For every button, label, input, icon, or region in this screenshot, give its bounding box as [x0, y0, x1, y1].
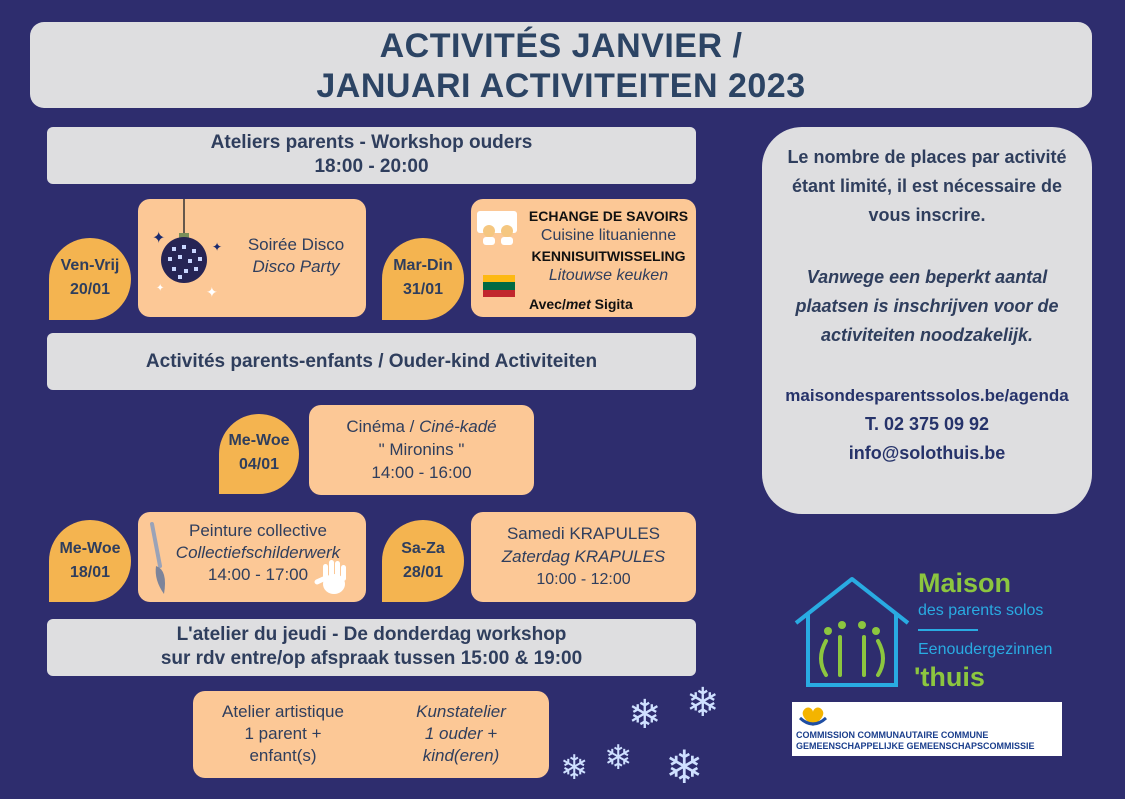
logo-maison: Maison: [918, 568, 1012, 598]
logo-parents-solos: des parents solos: [918, 602, 1044, 619]
date-label: Me-Woe: [228, 432, 290, 449]
date-badge-disco: [49, 238, 131, 320]
info-email[interactable]: info@solothuis.be: [848, 443, 1006, 463]
painting-title-nl: Collectiefschilderwerk: [175, 543, 341, 562]
info-phone: T. 02 375 09 92: [864, 414, 990, 434]
thursday-line-2: sur rdv entre/op afspraak tussen 15:00 & 19:00: [160, 648, 583, 669]
exchange-sub-fr: Cuisine lituanienne: [540, 227, 677, 244]
date-label: Ven-Vrij: [60, 257, 120, 274]
krapules-title-fr: Samedi KRAPULES: [506, 524, 661, 543]
artistic-card: [193, 691, 549, 778]
info-fr-2: étant limité, il est nécessaire de: [791, 176, 1063, 196]
snowflake-icon: ❄: [686, 681, 720, 725]
info-fr-1: Le nombre de places par activité: [787, 147, 1067, 167]
svg-text:✦: ✦: [212, 240, 223, 254]
artistic-line-2-fr: 1 parent +: [244, 724, 322, 743]
painting-card: [138, 512, 366, 602]
logo-divider: [918, 629, 978, 631]
exchange-title-fr: ECHANGE DE SAVOIRS: [528, 208, 689, 224]
date-badge-cinema: [219, 414, 299, 494]
info-fr-3: vous inscrire.: [868, 205, 986, 225]
date-badge-painting: [49, 520, 131, 602]
date-badge-exchange: [382, 238, 464, 320]
disco-ball-icon: [144, 199, 228, 309]
date-label: Mar-Din: [393, 257, 453, 274]
date-value: 31/01: [402, 281, 444, 298]
info-nl-3: activiteiten noodzakelijk.: [820, 325, 1034, 345]
title-line-1: ACTIVITÉS JANVIER /: [379, 27, 743, 65]
painting-time: 14:00 - 17:00: [207, 565, 309, 584]
painting-title-fr: Peinture collective: [189, 521, 327, 540]
snowflake-icon: ❄: [665, 741, 704, 793]
commission-nl: GEMEENSCHAPPELIJKE GEMEENSCHAPSCOMMISSIE: [796, 741, 1035, 751]
snowflake-icon: ❄: [560, 749, 589, 787]
artistic-line-3-fr: enfant(s): [249, 746, 317, 765]
cinema-time: 14:00 - 16:00: [371, 463, 472, 482]
cinema-film: " Mironins ": [378, 440, 465, 459]
date-value: 28/01: [402, 564, 444, 581]
date-label: Me-Woe: [59, 540, 121, 557]
date-value: 20/01: [69, 281, 111, 298]
disco-title-nl: Disco Party: [252, 257, 340, 276]
commission-emblem-icon: [798, 704, 828, 728]
date-label: Sa-Za: [401, 540, 445, 557]
workshops-time: 18:00 - 20:00: [314, 156, 429, 177]
page-title: [30, 22, 1092, 108]
logo-eenoudergezinnen: Eenoudergezinnen: [918, 641, 1053, 658]
logo-thuis: 'thuis: [914, 662, 985, 692]
commission-fr: COMMISSION COMMUNAUTAIRE COMMUNE: [796, 730, 989, 740]
thursday-line-1: L'atelier du jeudi - De donderdag workshop: [176, 624, 567, 645]
disco-title-fr: Soirée Disco: [247, 235, 345, 254]
artistic-line-3-nl: kind(eren): [422, 746, 500, 765]
krapules-title-nl: Zaterdag KRAPULES: [501, 547, 666, 566]
date-badge-krapules: [382, 520, 464, 602]
info-nl-2: plaatsen is inschrijven voor de: [795, 296, 1059, 316]
date-value: 04/01: [238, 456, 280, 473]
exchange-sub-nl: Litouwse keuken: [548, 267, 669, 284]
house-logo-icon: [790, 575, 915, 690]
artistic-title-nl: Kunstatelier: [416, 702, 506, 721]
artistic-line-2-nl: 1 ouder +: [424, 724, 498, 743]
cinema-title: Cinéma / Ciné-kadé: [346, 417, 497, 436]
lithuania-flag-icon: [483, 275, 515, 297]
exchange-title-nl: KENNISUITWISSELING: [531, 248, 686, 264]
artistic-title-fr: Atelier artistique: [222, 702, 344, 721]
svg-text:✦: ✦: [206, 284, 218, 300]
workshops-title: Ateliers parents - Workshop ouders: [210, 132, 533, 153]
parent-child-header: Activités parents-enfants / Ouder-kind Activiteiten: [47, 333, 696, 390]
krapules-time: 10:00 - 12:00: [536, 571, 631, 588]
workshops-header: [47, 127, 696, 184]
date-value: 18/01: [69, 564, 111, 581]
info-nl-1: Vanwege een beperkt aantal: [806, 267, 1048, 287]
exchange-card: [471, 199, 696, 317]
svg-text:✦: ✦: [152, 230, 166, 247]
cinema-card: [309, 405, 534, 495]
svg-text:✦: ✦: [156, 283, 165, 294]
exchange-with: Avec/met Sigita: [529, 296, 633, 312]
people-exchange-icon: [475, 209, 525, 247]
snowflake-icon: ❄: [628, 693, 662, 737]
info-box: [762, 127, 1092, 514]
disco-card: [138, 199, 366, 317]
commission-logo: [792, 702, 1062, 756]
thursday-header: [47, 619, 696, 676]
snowflake-icon: ❄: [604, 739, 633, 777]
title-line-2: JANUARI ACTIVITEITEN 2023: [316, 67, 806, 105]
krapules-card: [471, 512, 696, 602]
info-website[interactable]: maisondesparentssolos.be/agenda: [785, 386, 1069, 405]
